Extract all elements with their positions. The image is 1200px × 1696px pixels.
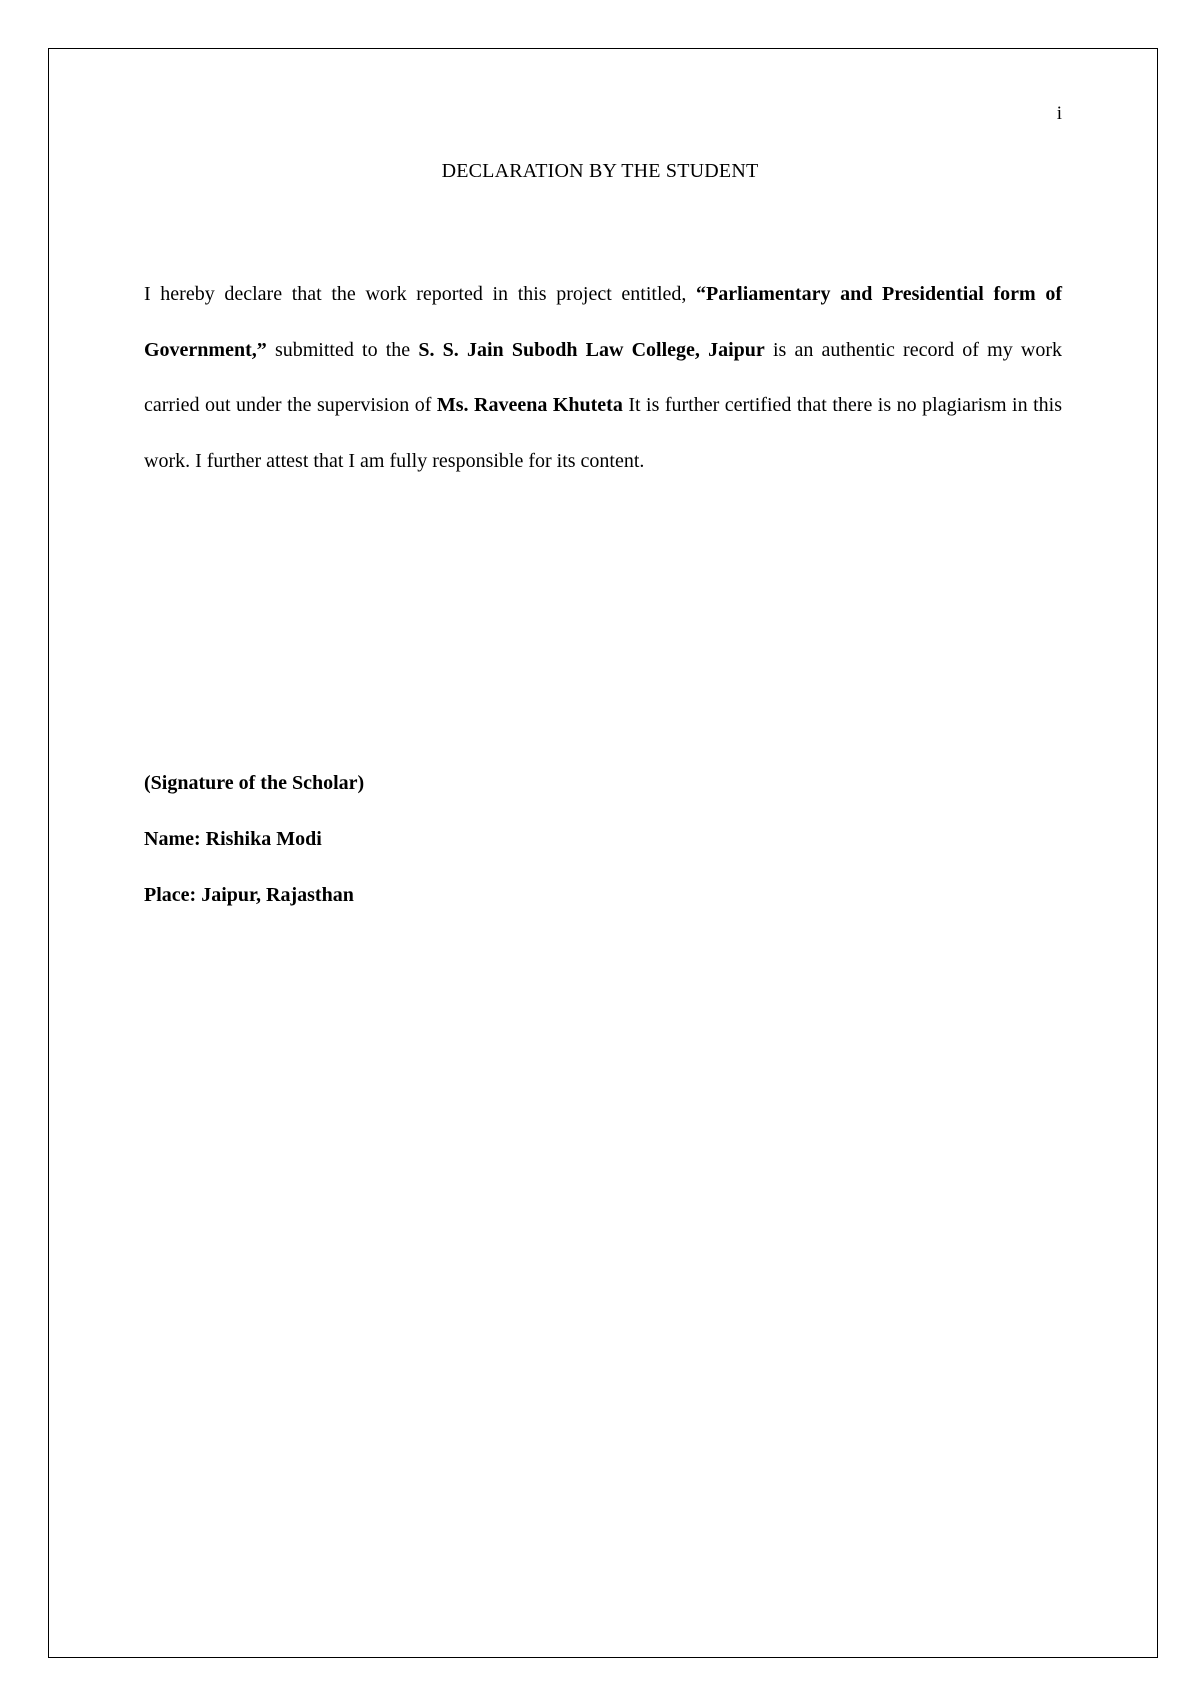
scholar-name: Name: Rishika Modi — [144, 828, 322, 850]
supervisor-name: Ms. Raveena Khuteta — [436, 394, 623, 416]
page-number: i — [1056, 103, 1062, 124]
declaration-paragraph — [144, 267, 1062, 489]
signature-block — [144, 770, 364, 938]
declaration-text-1: I hereby declare that the work reported in this project entitled, — [144, 283, 697, 305]
page-title: DECLARATION BY THE STUDENT — [441, 160, 759, 182]
declaration-text-4: It is further certified that there is no plagiarism in this work. I further attest that I am fully responsible for its content. — [144, 394, 1062, 472]
project-title: “Parliamentary and Presidential form of Government,” — [144, 283, 1062, 361]
declaration-text-3: is an authentic record of my work carried out under the supervision of — [144, 338, 1062, 416]
college-name: S. S. Jain Subodh Law College, Jaipur — [418, 338, 765, 361]
signature-label: (Signature of the Scholar) — [144, 772, 365, 794]
scholar-place: Place: Jaipur, Rajasthan — [144, 884, 354, 906]
declaration-text-2: submitted to the — [266, 338, 419, 361]
